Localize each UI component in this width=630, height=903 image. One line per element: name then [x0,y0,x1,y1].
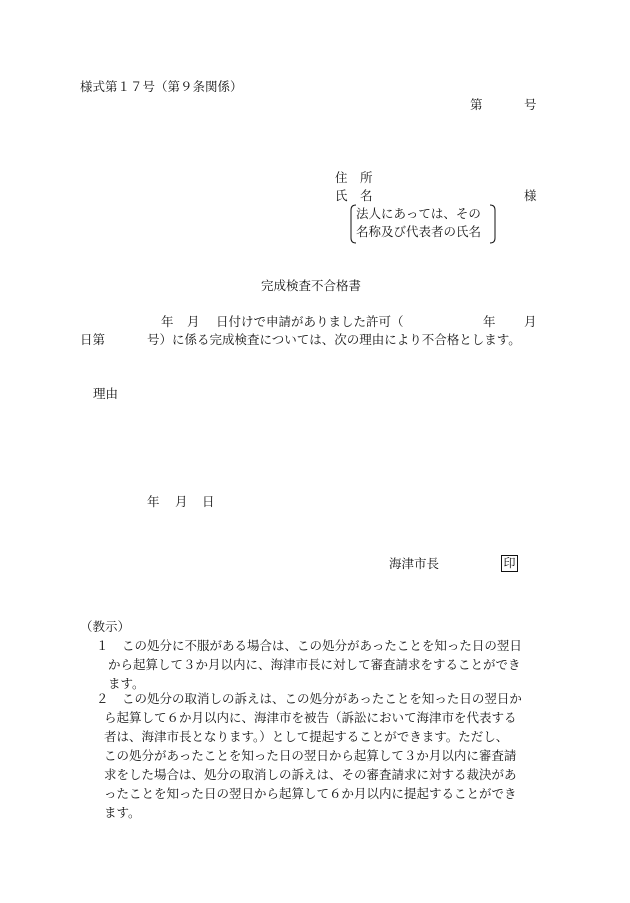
issue-day: 日 [202,494,215,509]
instruction-item-1-line: この処分に不服がある場合は、この処分があったことを知った日の翌日 [122,638,522,653]
instruction-item-1-line: から起算して３か月以内に、海津市長に対して審査請求をすることができ [108,657,521,672]
doc-number-prefix: 第 [470,97,483,112]
form-number: 様式第１７号（第９条関係） [80,79,243,94]
document-title: 完成検査不合格書 [261,278,362,293]
issue-month: 月 [175,494,188,509]
instruction-item-2-line: ら起算して６か月以内に、海津市を被告（訴訟において海津市を代表する [104,710,517,725]
instruction-item-1-line: ます。 [108,676,145,691]
doc-number-suffix: 号 [524,97,537,112]
instruction-item-2-number: ２ [96,691,109,706]
address-label: 住 所 [335,170,373,185]
corporate-note-line1: 法人にあっては、その [356,206,481,221]
body-month: 月 [187,314,200,329]
instruction-item-2-line: ったことを知った日の翌日から起算して６か月以内に提起することができ [104,786,517,801]
permit-year: 年 [483,314,496,329]
instruction-item-2-line: ます。 [104,805,141,820]
body-line2-start: 日第 [80,332,106,347]
body-line2-rest: 号）に係る完成検査については、次の理由により不合格とします。 [147,332,521,347]
corporate-note-line2: 名称及び代表者の氏名 [356,224,482,239]
seal-mark: 印 [501,555,518,572]
instruction-item-2-line: この処分があったことを知った日の翌日から起算して３か月以内に審査請 [104,748,517,763]
instruction-item-2-line: 者は、海津市長となります。）として提起することができます。ただし、 [104,729,509,744]
instruction-heading: （教示） [80,619,131,634]
issuer-name: 海津市長 [389,556,440,571]
instruction-item-1 [96,636,522,693]
instruction-item-2 [96,689,522,822]
reason-label: 理由 [93,386,119,401]
body-year: 年 [161,314,174,329]
permit-month: 月 [524,314,537,329]
name-label: 氏 名 [335,188,373,203]
issue-year: 年 [147,494,160,509]
instruction-item-2-line: 求をした場合は、処分の取消しの訴えは、その審査請求に対する裁決があ [104,767,517,782]
corporate-note [350,204,496,244]
honorific: 様 [524,188,537,203]
instruction-item-2-line: この処分の取消しの訴えは、この処分があったことを知った日の翌日か [122,691,522,706]
body-date-phrase: 日付けで申請がありました許可（ [216,314,404,329]
instruction-item-1-number: １ [96,638,109,653]
